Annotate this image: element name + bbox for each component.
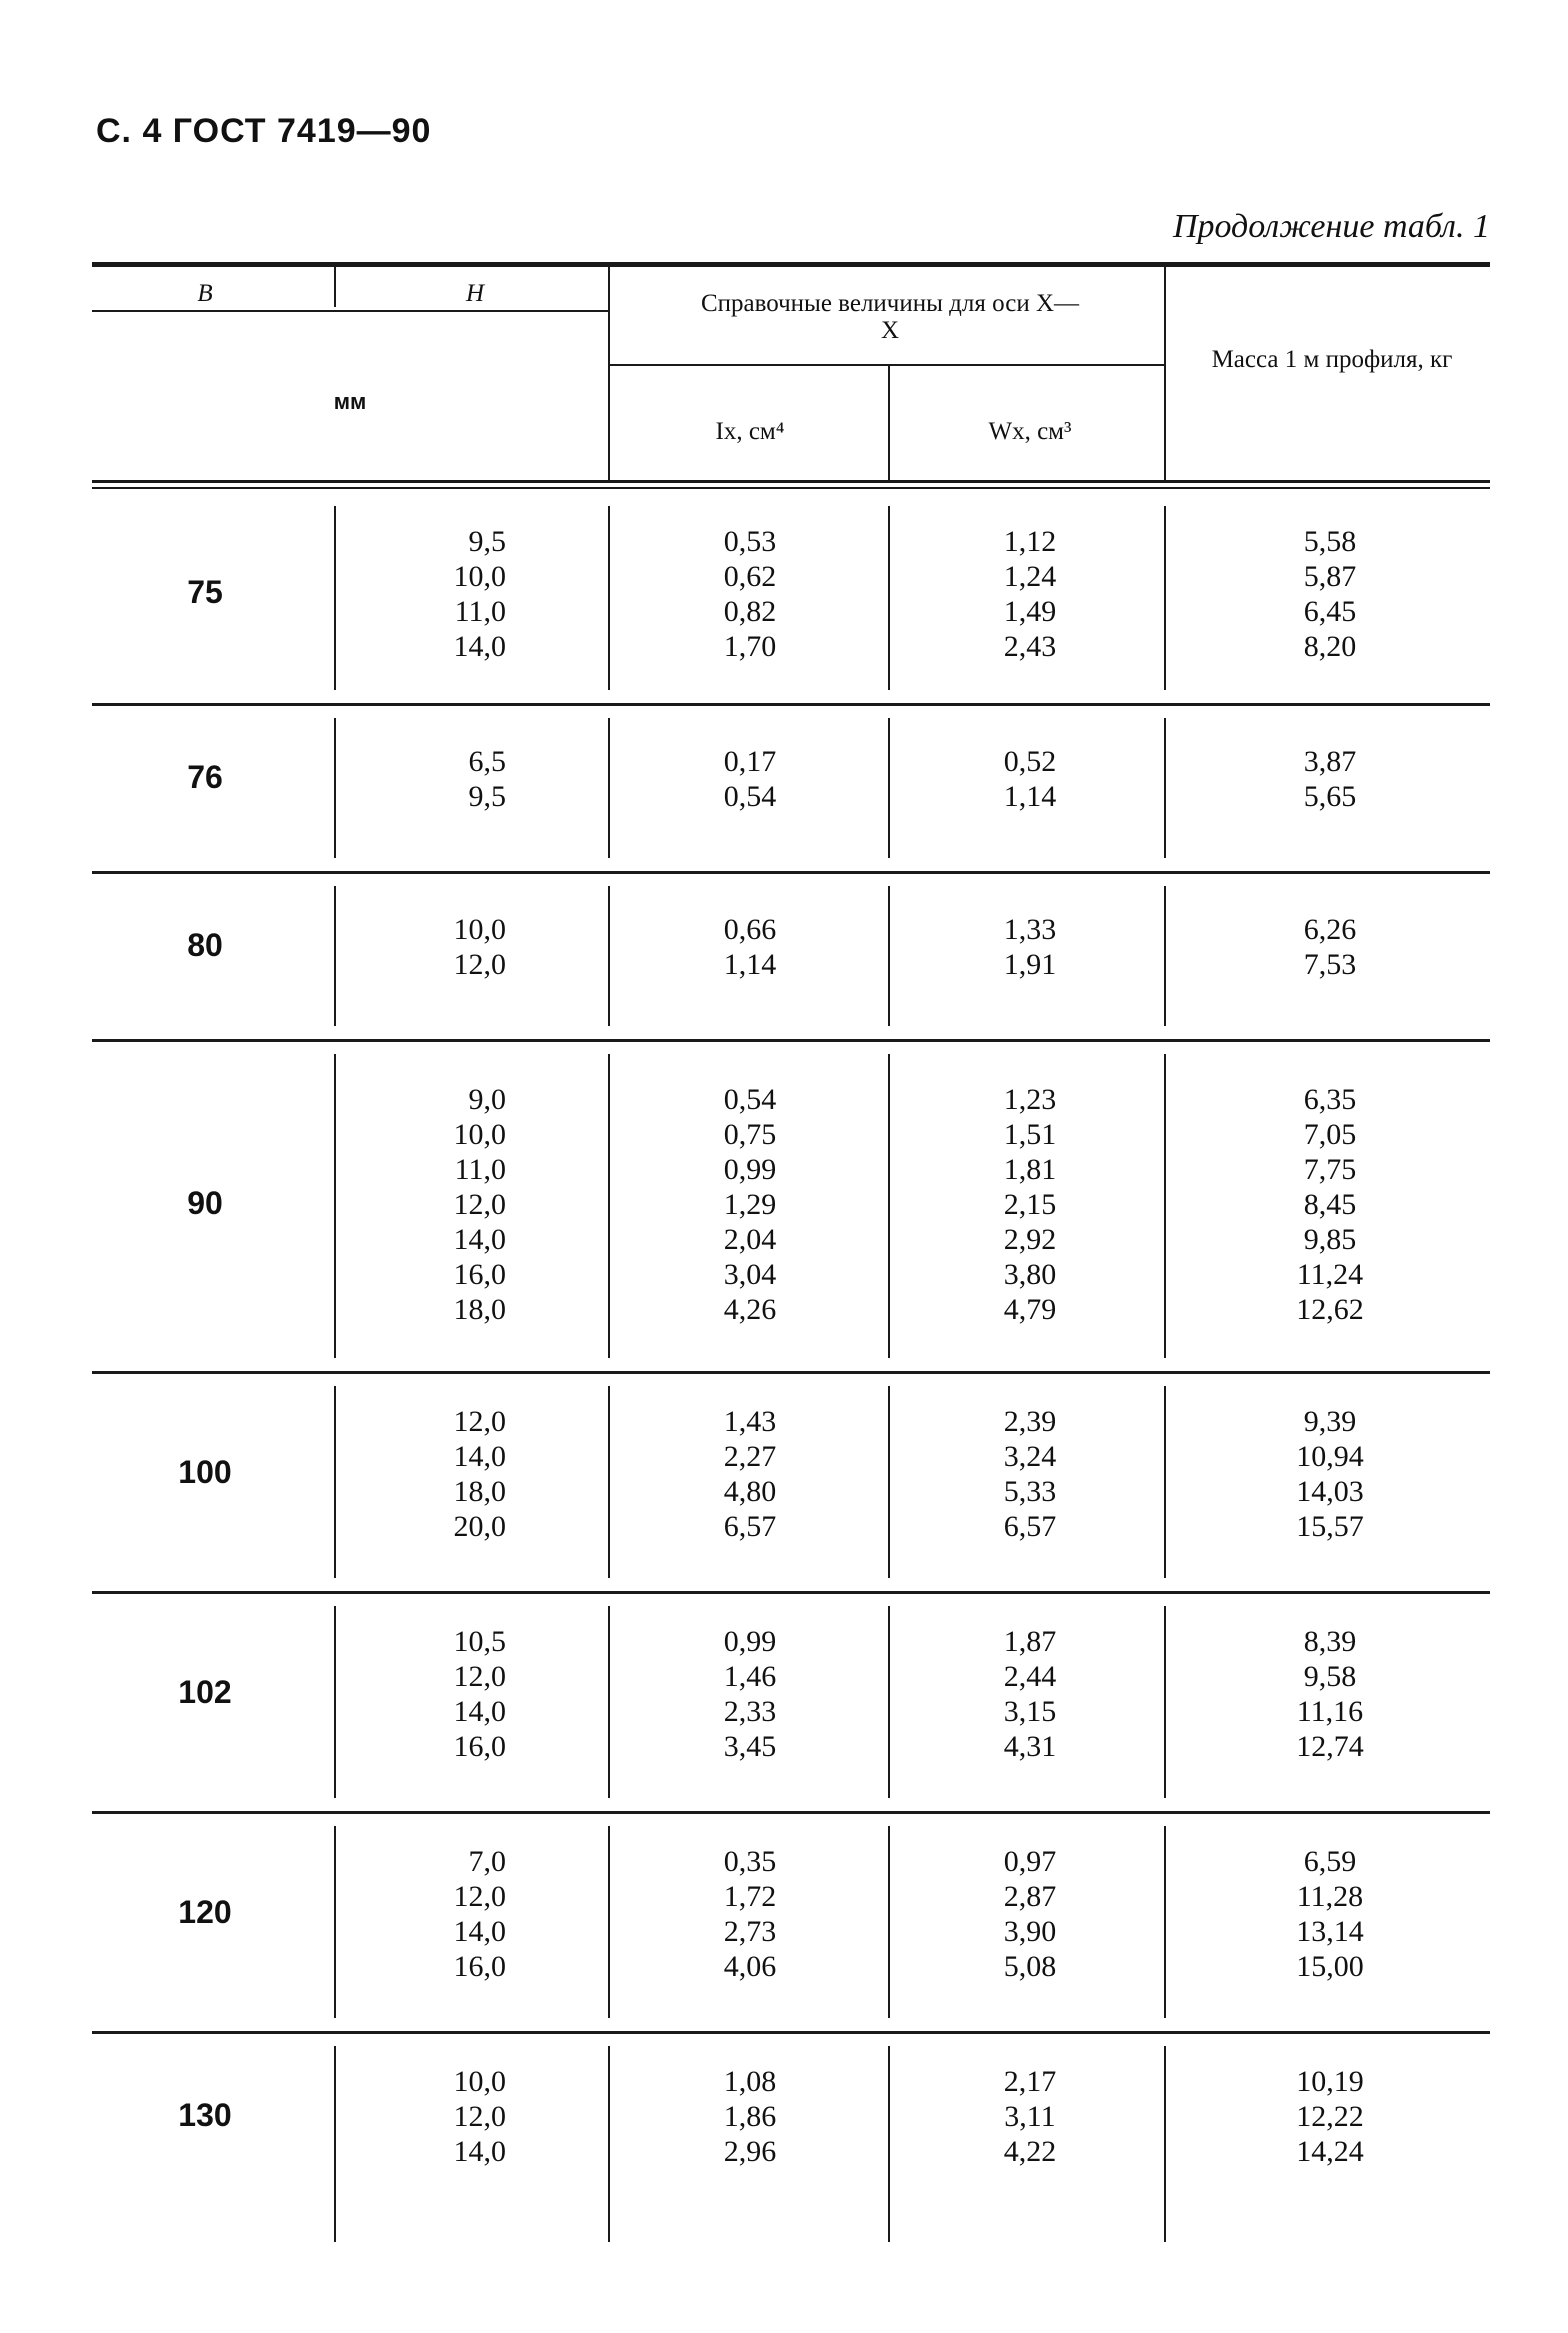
table-cell: 1,29 [723,1188,777,1221]
table-cell: 1,43 [723,1405,777,1438]
table-cell: 3,80 [1003,1258,1057,1291]
table-cell: 2,43 [1003,630,1057,663]
table-cell: 2,96 [723,2135,777,2168]
table-cell: 14,24 [1296,2135,1364,2168]
wx-values [920,1624,1140,1764]
table-cell: 11,0 [454,1153,506,1186]
col-divider-3 [888,1054,890,1358]
table-cell: 1,08 [723,2065,777,2098]
group-separator [92,1039,1490,1042]
col-divider-4 [1164,506,1166,690]
table-cell: 0,53 [723,525,777,558]
header-reference: Справочные величины для оси X—X [700,290,1080,344]
table-top-rule [92,262,1490,267]
table-cell: 3,24 [1003,1440,1057,1473]
b-value: 100 [178,1454,232,1490]
table-cell: 18,0 [453,1293,506,1326]
table-cell: 2,17 [1003,2065,1057,2098]
ix-values [640,1082,860,1327]
table-cell: 16,0 [453,1950,506,1983]
table-cell: 0,62 [723,560,777,593]
col-divider-1 [334,886,336,1026]
table-cell: 14,0 [453,1915,506,1948]
col-divider-2 [608,1606,610,1798]
h-values [340,1624,506,1764]
mass-values [1200,524,1460,664]
ix-values [640,524,860,664]
col-divider-1 [334,2046,336,2242]
table-cell: 6,45 [1303,595,1357,628]
b-value: 76 [187,759,223,795]
col-divider-4 [1164,1826,1166,2018]
wx-values [920,912,1140,982]
wx-values [920,1404,1140,1544]
table-cell: 10,0 [453,2065,506,2098]
col-divider-2 [608,2046,610,2242]
table-cell: 6,59 [1303,1845,1357,1878]
table-cell: 11,0 [454,595,506,628]
header-ix: Ix, см⁴ [715,418,785,445]
table-cell: 6,57 [723,1510,777,1543]
table-cell: 4,26 [723,1293,777,1326]
table-cell: 9,58 [1303,1660,1357,1693]
table-cell: 2,15 [1003,1188,1057,1221]
table-cell: 1,46 [723,1660,777,1693]
table-cell: 4,31 [1003,1730,1057,1763]
table-cell: 4,06 [723,1950,777,1983]
h-values [340,2064,506,2169]
table-cell: 6,26 [1303,913,1357,946]
table-cell: 2,44 [1003,1660,1057,1693]
col-divider-1 [334,1606,336,1798]
mass-values [1200,1404,1460,1544]
table-cell: 18,0 [453,1475,506,1508]
col-divider-1 [334,718,336,858]
table-cell: 5,33 [1003,1475,1057,1508]
b-value: 120 [178,1894,232,1930]
col-divider-2 [608,1054,610,1358]
table-cell: 1,91 [1003,948,1057,981]
table-cell: 3,90 [1003,1915,1057,1948]
mass-values [1200,1082,1460,1327]
header-col-divider-1 [334,267,336,307]
mass-values [1200,1624,1460,1764]
table-cell: 16,0 [453,1258,506,1291]
mass-values [1200,744,1460,814]
table-header-bottom-rule-2 [92,487,1490,489]
col-divider-3 [888,1606,890,1798]
col-divider-2 [608,718,610,858]
table-cell: 1,14 [723,948,777,981]
col-divider-4 [1164,886,1166,1026]
col-divider-2 [608,506,610,690]
table-cell: 5,87 [1303,560,1357,593]
table-cell: 15,00 [1296,1950,1364,1983]
b-value: 80 [187,927,223,963]
group-separator [92,1591,1490,1594]
b-value: 90 [187,1184,223,1221]
table-cell: 1,72 [723,1880,777,1913]
ix-values [640,1404,860,1544]
table-cell: 12,22 [1296,2100,1364,2133]
table-cell: 1,51 [1003,1118,1057,1151]
table-cell: 7,05 [1303,1118,1357,1151]
b-value: 75 [187,574,223,610]
table-cell: 9,5 [468,780,506,813]
b-h-header-divider [92,310,608,312]
table-cell: 1,12 [1003,525,1057,558]
table-cell: 14,0 [453,1223,506,1256]
page-header: С. 4 ГОСТ 7419—90 [96,112,432,150]
table-cell: 8,20 [1303,630,1357,663]
table-cell: 8,45 [1303,1188,1357,1221]
table-cell: 12,0 [453,1405,506,1438]
col-divider-1 [334,506,336,690]
table-cell: 4,79 [1003,1293,1057,1326]
table-cell: 6,35 [1303,1083,1357,1116]
table-cell: 0,17 [723,745,777,778]
table-cell: 1,81 [1003,1153,1057,1186]
group-separator [92,2031,1490,2034]
col-divider-3 [888,886,890,1026]
table-cell: 7,0 [468,1845,506,1878]
table-cell: 12,62 [1296,1293,1364,1326]
col-divider-4 [1164,1054,1166,1358]
table-cell: 2,92 [1003,1223,1057,1256]
table-cell: 0,99 [723,1625,777,1658]
table-cell: 1,14 [1003,780,1057,813]
ix-values [640,912,860,982]
table-cell: 9,85 [1303,1223,1357,1256]
table-cell: 12,0 [453,1188,506,1221]
table-cell: 10,0 [453,1118,506,1151]
table-cell: 14,0 [453,2135,506,2168]
table-cell: 15,57 [1296,1510,1364,1543]
h-values [340,744,506,814]
header-col-divider-2 [608,267,610,480]
table-cell: 9,0 [468,1083,506,1116]
table-cell: 0,35 [723,1845,777,1878]
table-cell: 0,52 [1003,745,1057,778]
b-value: 130 [178,2096,232,2133]
b-value: 102 [178,1674,232,1710]
table-cell: 12,0 [453,2100,506,2133]
table-cell: 1,23 [1003,1083,1057,1116]
mass-values [1200,1844,1460,1984]
table-header-bottom-rule [92,480,1490,483]
col-divider-3 [888,506,890,690]
table-cell: 20,0 [453,1510,506,1543]
col-divider-4 [1164,1606,1166,1798]
wx-values [920,1844,1140,1984]
table-cell: 2,39 [1003,1405,1057,1438]
table-cell: 3,04 [723,1258,777,1291]
table-cell: 16,0 [453,1730,506,1763]
header-wx: Wx, см³ [988,418,1072,445]
col-divider-3 [888,1826,890,2018]
table-cell: 1,70 [723,630,777,663]
group-separator [92,703,1490,706]
ix-values [640,1844,860,1984]
table-cell: 11,24 [1296,1258,1364,1291]
table-cell: 14,0 [453,1695,506,1728]
table-cell: 1,24 [1003,560,1057,593]
table-cell: 5,08 [1003,1950,1057,1983]
table-cell: 2,33 [723,1695,777,1728]
group-separator [92,1371,1490,1374]
header-mass: Масса 1 м профиля, кг [1211,346,1453,373]
col-divider-4 [1164,718,1166,858]
table-cell: 3,11 [1004,2100,1056,2133]
h-values [340,524,506,664]
table-cell: 0,75 [723,1118,777,1151]
table-cell: 0,82 [723,595,777,628]
table-cell: 2,73 [723,1915,777,1948]
table-continuation-label: Продолжение табл. 1 [1172,208,1490,245]
ix-values [640,1624,860,1764]
table-cell: 4,22 [1003,2135,1057,2168]
header-col-divider-3 [888,366,890,480]
table-cell: 0,99 [723,1153,777,1186]
header-unit: мм [333,389,367,414]
col-divider-3 [888,1386,890,1578]
table-cell: 12,0 [453,948,506,981]
table-cell: 7,53 [1303,948,1357,981]
table-cell: 10,0 [453,560,506,593]
wx-values [920,2064,1140,2169]
table-cell: 1,49 [1003,595,1057,628]
table-cell: 1,33 [1003,913,1057,946]
h-values [340,1082,506,1327]
ix-values [640,2064,860,2169]
table-cell: 2,04 [723,1223,777,1256]
col-divider-1 [334,1386,336,1578]
col-divider-4 [1164,2046,1166,2242]
table-cell: 9,39 [1303,1405,1357,1438]
header-b: B [197,280,213,307]
table-cell: 3,45 [723,1730,777,1763]
table-cell: 10,94 [1296,1440,1364,1473]
table-cell: 1,87 [1003,1625,1057,1658]
table-cell: 7,75 [1303,1153,1357,1186]
table-cell: 5,65 [1303,780,1357,813]
h-values [340,1404,506,1544]
col-divider-3 [888,718,890,858]
table-cell: 0,54 [723,780,777,813]
table-cell: 0,97 [1003,1845,1057,1878]
group-separator [92,871,1490,874]
table-cell: 2,27 [723,1440,777,1473]
col-divider-1 [334,1054,336,1358]
table-cell: 6,57 [1003,1510,1057,1543]
table-cell: 0,66 [723,913,777,946]
table-cell: 5,58 [1303,525,1357,558]
col-divider-1 [334,1826,336,2018]
col-divider-2 [608,1386,610,1578]
table-cell: 13,14 [1296,1915,1364,1948]
table-cell: 4,80 [723,1475,777,1508]
table-cell: 14,0 [453,630,506,663]
header-h: H [465,280,485,307]
table-cell: 8,39 [1303,1625,1357,1658]
wx-values [920,524,1140,664]
table-cell: 14,03 [1296,1475,1364,1508]
header-col-divider-4 [1164,267,1166,480]
table-cell: 3,87 [1303,745,1357,778]
mass-values [1200,2064,1460,2169]
wx-values [920,1082,1140,1327]
col-divider-2 [608,886,610,1026]
mass-values [1200,912,1460,982]
table-cell: 12,0 [453,1660,506,1693]
wx-values [920,744,1140,814]
table-cell: 3,15 [1003,1695,1057,1728]
table-cell: 10,19 [1296,2065,1364,2098]
table-cell: 10,0 [453,913,506,946]
ix-values [640,744,860,814]
h-values [340,1844,506,1984]
table-cell: 14,0 [453,1440,506,1473]
table-cell: 11,16 [1296,1695,1364,1728]
col-divider-2 [608,1826,610,2018]
table-cell: 0,54 [723,1083,777,1116]
col-divider-3 [888,2046,890,2242]
group-separator [92,1811,1490,1814]
table-cell: 6,5 [468,745,506,778]
table-cell: 11,28 [1296,1880,1364,1913]
col-divider-4 [1164,1386,1166,1578]
table-cell: 12,0 [453,1880,506,1913]
table-cell: 9,5 [468,525,506,558]
table-cell: 1,86 [723,2100,777,2133]
table-cell: 12,74 [1296,1730,1364,1763]
table-cell: 2,87 [1003,1880,1057,1913]
table-cell: 10,5 [453,1625,506,1658]
h-values [340,912,506,982]
